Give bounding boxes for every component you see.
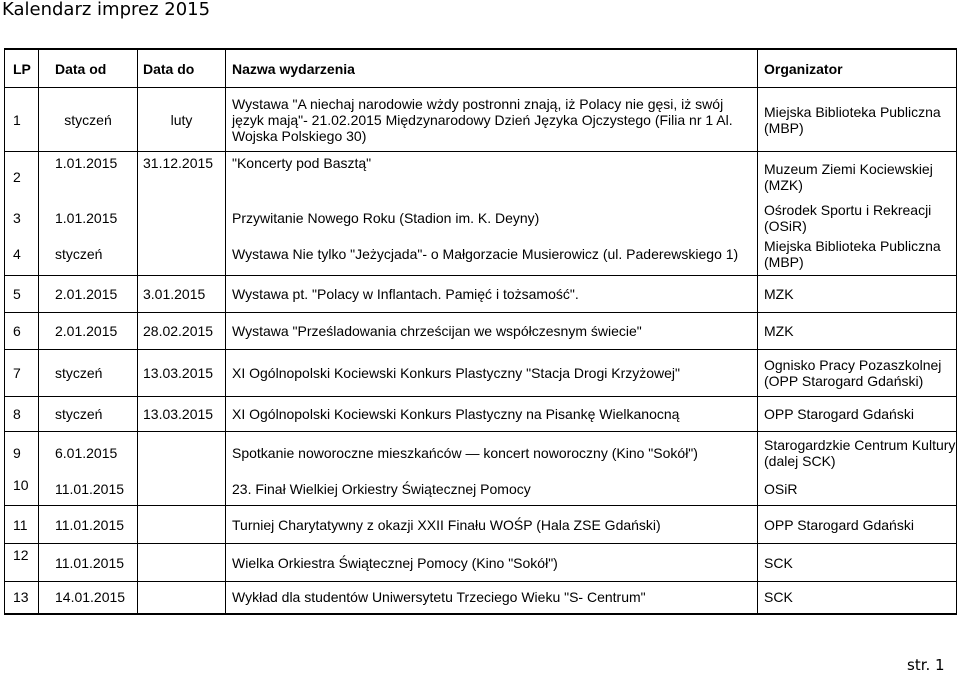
cell-event-name: Wystawa pt. "Polacy w Inflantach. Pamięć i tożsamość".: [226, 276, 758, 313]
cell-organizer: Ośrodek Sportu i Rekreacji (OSiR): [758, 202, 957, 234]
table-row: [5, 582, 957, 614]
cell-organizer: SCK: [758, 582, 957, 614]
cell-date-from: styczeń: [39, 350, 138, 397]
cell-organizer: Miejska Biblioteka Publiczna (MBP): [758, 88, 957, 152]
cell-date-to: 28.02.2015: [138, 313, 226, 350]
cell-lp: 5: [5, 276, 39, 313]
cell-event-name: 23. Finał Wielkiej Orkiestry Świątecznej Pomocy: [226, 474, 758, 506]
table-row: [5, 313, 957, 350]
cell-date-to: [138, 432, 226, 474]
table-row: [5, 202, 957, 234]
cell-lp: 9: [5, 432, 39, 474]
cell-date-to: [138, 474, 226, 506]
document-title: Kalendarz imprez 2015: [2, 0, 211, 20]
cell-event-name: "Koncerty pod Basztą": [226, 152, 758, 202]
cell-date-to: [138, 506, 226, 544]
cell-date-to: 13.03.2015: [138, 350, 226, 397]
cell-lp: 2: [5, 152, 39, 202]
cell-date-to: luty: [138, 88, 226, 152]
cell-event-name: Spotkanie noworoczne mieszkańców — koncert noworoczny (Kino "Sokół"): [226, 432, 758, 474]
cell-organizer: OPP Starogard Gdański: [758, 397, 957, 432]
cell-event-name: Wystawa Nie tylko "Jeżycjada"- o Małgorzacie Musierowicz (ul. Paderewskiego 1): [226, 234, 758, 276]
cell-date-to: 13.03.2015: [138, 397, 226, 432]
cell-date-to: 31.12.2015: [138, 152, 226, 202]
cell-organizer: Ognisko Pracy Pozaszkolnej (OPP Starogard Gdański): [758, 350, 957, 397]
table-row: [5, 397, 957, 432]
table-row: [5, 432, 957, 474]
table-row: [5, 234, 957, 276]
cell-event-name: XI Ogólnopolski Kociewski Konkurs Plastyczny "Stacja Drogi Krzyżowej": [226, 350, 758, 397]
header-event-name: Nazwa wydarzenia: [226, 49, 758, 88]
cell-event-name: Wystawa "Prześladowania chrześcijan we współczesnym świecie": [226, 313, 758, 350]
cell-lp: 13: [5, 582, 39, 614]
table-row: [5, 88, 957, 152]
cell-organizer: MZK: [758, 313, 957, 350]
cell-date-to: [138, 202, 226, 234]
cell-lp: 4: [5, 234, 39, 276]
cell-lp: 11: [5, 506, 39, 544]
cell-date-to: [138, 582, 226, 614]
cell-event-name: Wykład dla studentów Uniwersytetu Trzeciego Wieku "S- Centrum": [226, 582, 758, 614]
cell-date-from: styczeń: [39, 397, 138, 432]
cell-date-from: styczeń: [39, 234, 138, 276]
header-date-to: Data do: [138, 49, 226, 88]
cell-date-from: 11.01.2015: [39, 474, 138, 506]
cell-lp: 12: [5, 544, 39, 582]
cell-lp: 8: [5, 397, 39, 432]
cell-organizer: SCK: [758, 544, 957, 582]
header-date-from: Data od: [39, 49, 138, 88]
table-row: [5, 474, 957, 506]
cell-date-to: 3.01.2015: [138, 276, 226, 313]
cell-date-from: 1.01.2015: [39, 202, 138, 234]
header-organizer: Organizator: [758, 49, 957, 88]
table-row: [5, 350, 957, 397]
events-table: [4, 48, 957, 615]
cell-organizer: Muzeum Ziemi Kociewskiej (MZK): [758, 152, 957, 202]
page-number: str. 1: [907, 656, 945, 674]
cell-event-name: Przywitanie Nowego Roku (Stadion im. K. Deyny): [226, 202, 758, 234]
cell-date-to: [138, 544, 226, 582]
table-row: [5, 544, 957, 582]
header-lp: LP: [5, 49, 39, 88]
cell-organizer: MZK: [758, 276, 957, 313]
cell-event-name: Turniej Charytatywny z okazji XXII Finału WOŚP (Hala ZSE Gdański): [226, 506, 758, 544]
header-row: [5, 49, 957, 88]
table-row: [5, 276, 957, 313]
cell-organizer: OPP Starogard Gdański: [758, 506, 957, 544]
cell-organizer: OSiR: [758, 474, 957, 506]
cell-lp: 6: [5, 313, 39, 350]
cell-date-from: styczeń: [39, 88, 138, 152]
cell-date-from: 11.01.2015: [39, 544, 138, 582]
cell-lp: 10: [5, 474, 39, 506]
cell-event-name: Wielka Orkiestra Świątecznej Pomocy (Kino "Sokół"): [226, 544, 758, 582]
cell-lp: 3: [5, 202, 39, 234]
cell-date-from: 2.01.2015: [39, 276, 138, 313]
cell-date-to: [138, 234, 226, 276]
cell-date-from: 2.01.2015: [39, 313, 138, 350]
cell-date-from: 11.01.2015: [39, 506, 138, 544]
cell-event-name: Wystawa "A niechaj narodowie wżdy postronni znają, iż Polacy nie gęsi, iż swój język mają"- 21.02.2015 Międzynarodowy Dzień Języka Ojczystego (Filia nr 1 Al. Wojska Polskiego 30): [226, 88, 758, 152]
cell-date-from: 14.01.2015: [39, 582, 138, 614]
cell-date-from: 6.01.2015: [39, 432, 138, 474]
cell-lp: 1: [5, 88, 39, 152]
cell-date-from: 1.01.2015: [39, 152, 138, 202]
cell-organizer: Miejska Biblioteka Publiczna (MBP): [758, 234, 957, 276]
table-row: [5, 152, 957, 202]
table-row: [5, 506, 957, 544]
cell-organizer: Starogardzkie Centrum Kultury (dalej SCK): [758, 432, 957, 474]
cell-event-name: XI Ogólnopolski Kociewski Konkurs Plastyczny na Pisankę Wielkanocną: [226, 397, 758, 432]
cell-lp: 7: [5, 350, 39, 397]
